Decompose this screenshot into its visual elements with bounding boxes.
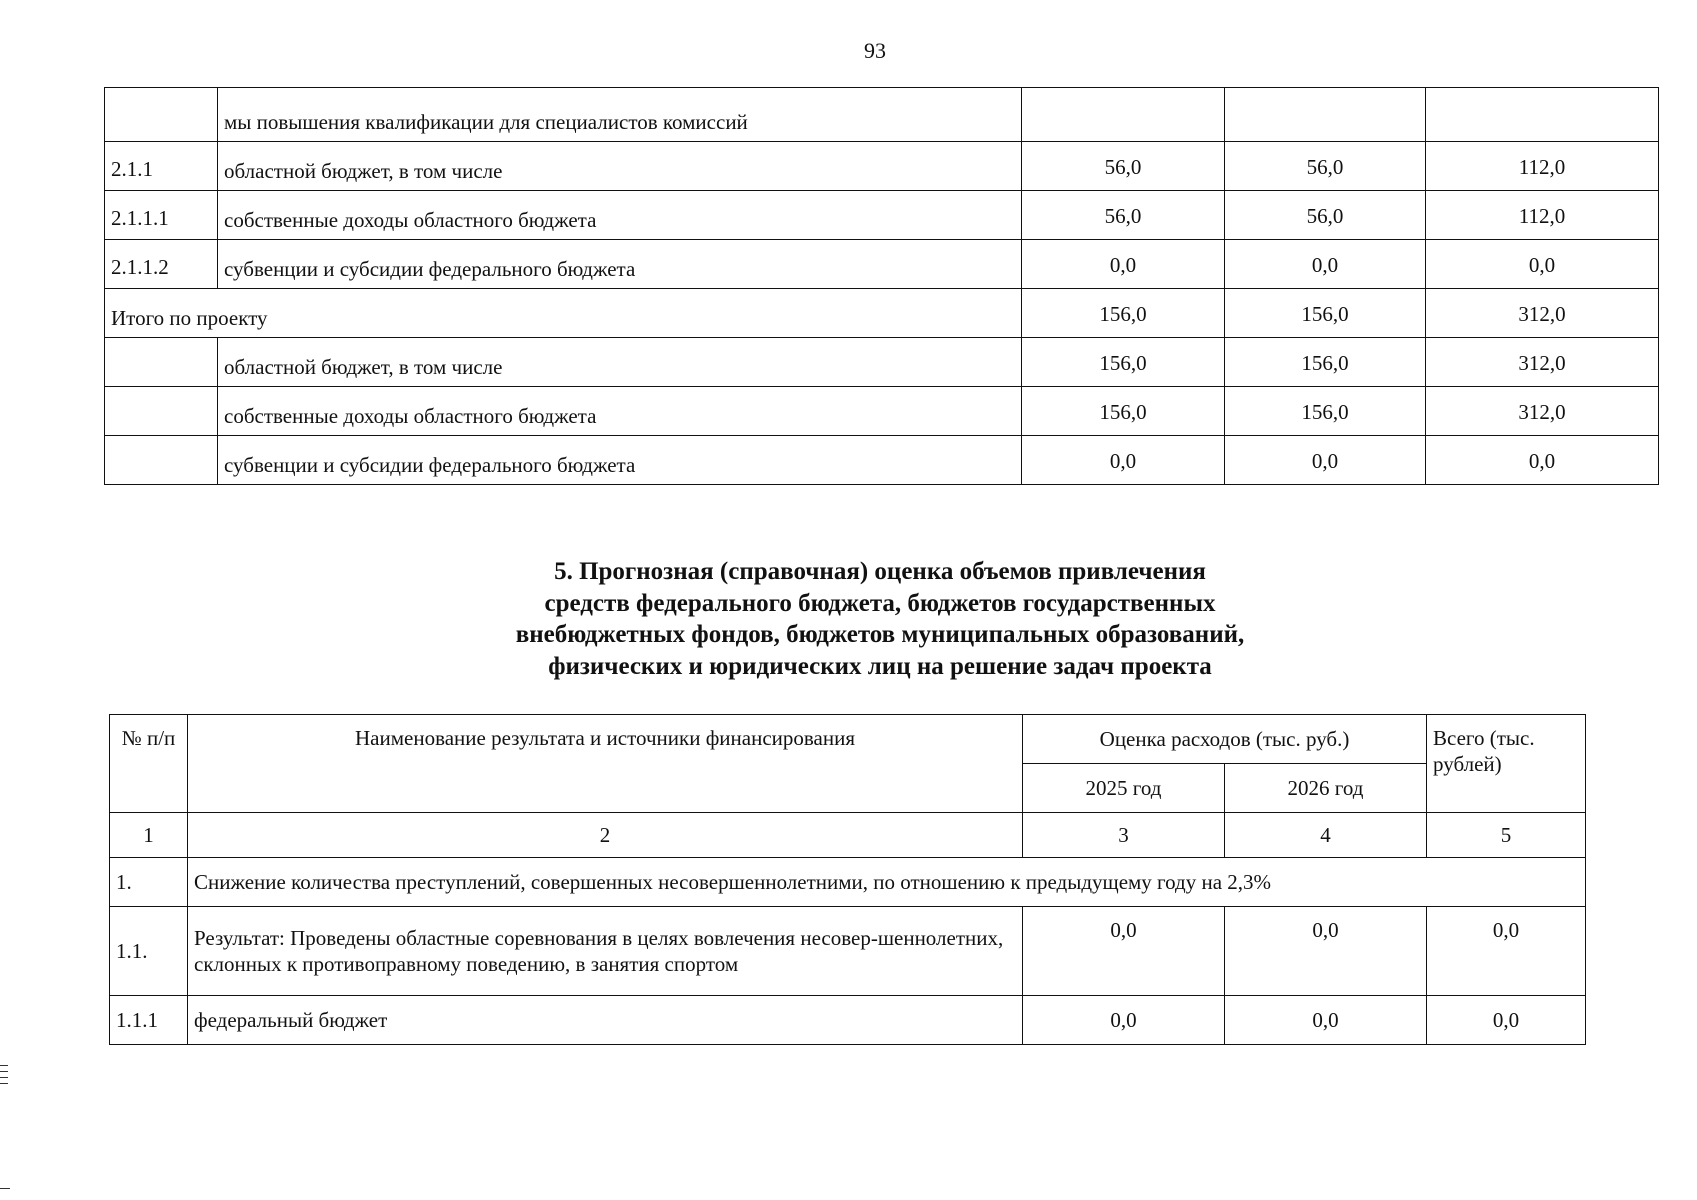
table-row [105,88,1659,142]
scan-margin-marks [0,1065,8,1089]
page-number: 93 [864,38,886,63]
value-2025: 0,0 [1022,240,1225,289]
row-label: субвенции и субсидии федерального бюджета [218,240,1022,289]
value-2026: 0,0 [1225,240,1426,289]
row-code: 2.1.1.1 [105,191,218,240]
column-index: 2 [188,813,1023,858]
value-total: 312,0 [1426,387,1659,436]
value-2026 [1225,88,1426,142]
value-2026: 0,0 [1225,996,1427,1045]
scan-margin-dash [0,1188,10,1189]
title-line: 5. Прогнозная (справочная) оценка объемов привлечения [554,558,1206,585]
table-row [105,191,1659,240]
header-estimate: Оценка расходов (тыс. руб.) [1023,715,1427,764]
forecast-table [109,714,1586,1045]
column-index: 5 [1427,813,1586,858]
row-code: 1. [110,858,188,907]
value-total: 112,0 [1426,142,1659,191]
table-row [110,907,1586,996]
value-2026: 56,0 [1225,142,1426,191]
row-label: субвенции и субсидии федерального бюджета [218,436,1022,485]
table-row [110,858,1586,907]
header-total: Всего (тыс. рублей) [1427,715,1586,813]
value-2025: 156,0 [1022,387,1225,436]
row-code [105,387,218,436]
section-5-title [420,556,1340,682]
value-2026: 56,0 [1225,191,1426,240]
value-total: 112,0 [1426,191,1659,240]
value-2025: 56,0 [1022,191,1225,240]
table-row [105,436,1659,485]
value-2025: 156,0 [1022,338,1225,387]
header-year-2026: 2026 год [1225,764,1427,813]
row-code [105,436,218,485]
header-year-2025: 2025 год [1023,764,1225,813]
row-text: федеральный бюджет [188,996,1023,1045]
value-total: 0,0 [1426,436,1659,485]
row-code [105,338,218,387]
table-row [105,240,1659,289]
value-total: 312,0 [1426,338,1659,387]
row-text: Снижение количества преступлений, совершенных несовершеннолетними, по отношению к предыдущему году на 2,3% [188,858,1586,907]
table-row [110,996,1586,1045]
table-row [105,338,1659,387]
row-code [105,88,218,142]
row-label: собственные доходы областного бюджета [218,387,1022,436]
row-label: областной бюджет, в том числе [218,142,1022,191]
title-line: физических и юридических лиц на решение задач проекта [548,652,1212,680]
financing-table-continued [104,87,1659,485]
value-2026: 0,0 [1225,436,1426,485]
row-label: мы повышения квалификации для специалистов комиссий [218,88,1022,142]
value-total: 312,0 [1426,289,1659,338]
value-2025: 0,0 [1023,996,1225,1045]
value-2026: 156,0 [1225,289,1426,338]
row-code: 1.1.1 [110,996,188,1045]
header-name: Наименование результата и источники финансирования [188,715,1023,813]
table-row-total [105,289,1659,338]
column-index: 1 [110,813,188,858]
value-2025: 56,0 [1022,142,1225,191]
row-text: Результат: Проведены областные соревнования в целях вовлечения несовер-шеннолетних, склонных к противоправному поведению, в занятия спортом [188,907,1023,996]
value-total: 0,0 [1426,240,1659,289]
value-2026: 156,0 [1225,338,1426,387]
total-label: Итого по проекту [105,289,1022,338]
value-total [1426,88,1659,142]
column-index-row [110,813,1586,858]
value-2025 [1022,88,1225,142]
row-label: собственные доходы областного бюджета [218,191,1022,240]
value-2025: 0,0 [1022,436,1225,485]
table-row [105,387,1659,436]
value-2026: 0,0 [1225,907,1427,996]
row-code: 1.1. [110,907,188,996]
value-total: 0,0 [1427,996,1586,1045]
row-code: 2.1.1 [105,142,218,191]
value-2025: 156,0 [1022,289,1225,338]
title-line: средств федерального бюджета, бюджетов государственных [544,589,1216,617]
header-row [110,715,1586,764]
value-total: 0,0 [1427,907,1586,996]
row-label: областной бюджет, в том числе [218,338,1022,387]
title-line: внебюджетных фондов, бюджетов муниципальных образований, [515,621,1245,648]
header-num: № п/п [110,715,188,813]
column-index: 4 [1225,813,1427,858]
value-2026: 156,0 [1225,387,1426,436]
column-index: 3 [1023,813,1225,858]
value-2025: 0,0 [1023,907,1225,996]
table-row [105,142,1659,191]
row-code: 2.1.1.2 [105,240,218,289]
